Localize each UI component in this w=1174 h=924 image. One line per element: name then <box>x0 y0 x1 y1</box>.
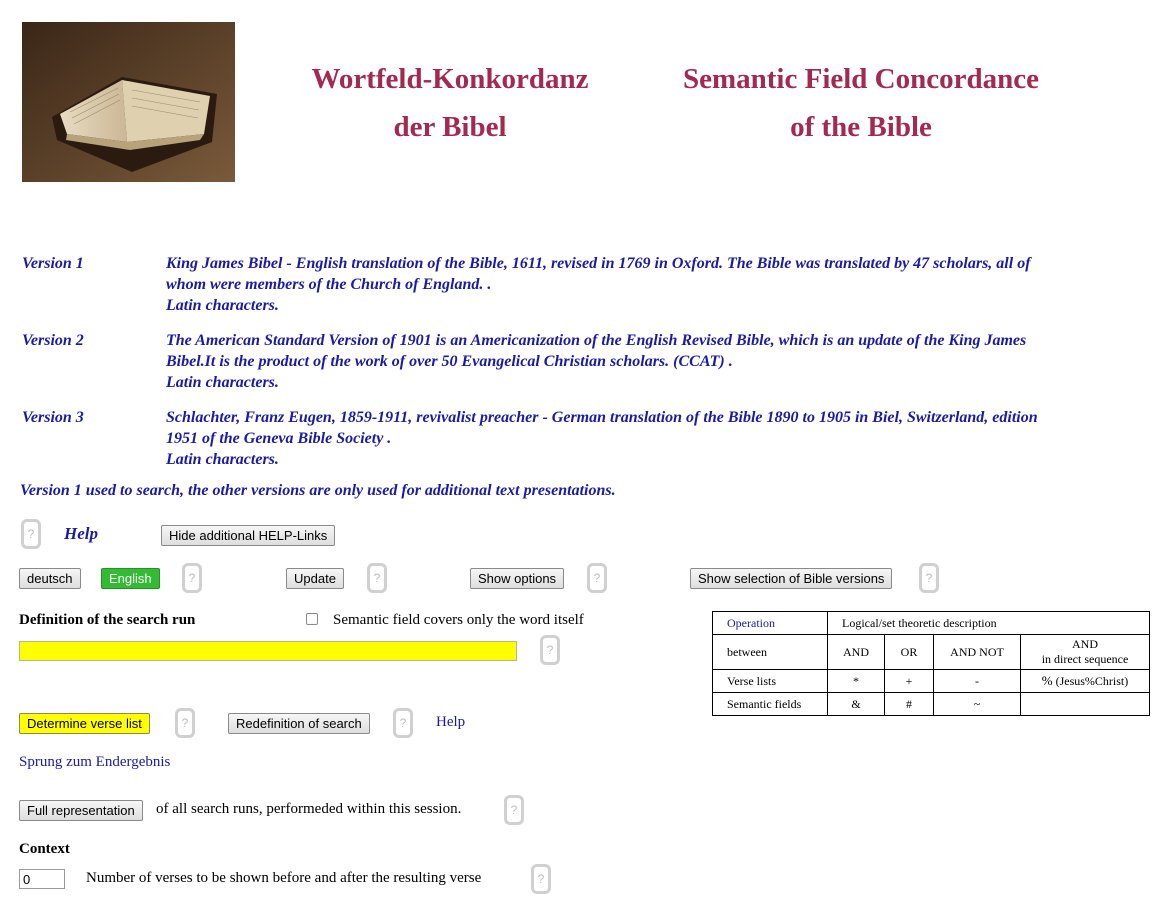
hide-help-links-button[interactable]: Hide additional HELP-Links <box>161 525 335 546</box>
open-bible-photo <box>22 22 235 182</box>
title-english-line2: of the Bible <box>790 111 932 143</box>
query-help-icon[interactable]: ? <box>540 635 560 665</box>
ops-row-verse-lists: Verse lists <box>713 670 828 693</box>
context-verses-input[interactable] <box>19 869 65 889</box>
version-3-line2: 1951 of the Geneva Bible Society . <box>166 430 392 447</box>
search-query-input[interactable] <box>19 641 517 661</box>
ops-col-and-not: AND NOT <box>934 635 1021 670</box>
full-representation-button[interactable]: Full representation <box>19 800 143 821</box>
version-3-line1: Schlachter, Franz Eugen, 1859-1911, revivalist preacher - German translation of the Bible 1890 to 1905 in Biel, Switzerland, edition <box>166 409 1038 426</box>
full-representation-text: of all search runs, performeded within this session. <box>156 801 462 817</box>
version-3-script: Latin characters. <box>166 451 279 468</box>
version-1-description <box>166 253 1156 316</box>
redefinition-button[interactable]: Redefinition of search <box>228 713 370 734</box>
version-2-line1: The American Standard Version of 1901 is an Americanization of the English Revised Bible, which is an update of the King James <box>166 332 1027 349</box>
show-versions-button[interactable]: Show selection of Bible versions <box>690 568 892 589</box>
ops-vl-seq-example: (Jesus%Christ) <box>1055 674 1129 688</box>
ops-header-description: Logical/set theoretic description <box>828 612 1150 635</box>
title-english <box>655 55 1067 151</box>
determine-verse-list-button[interactable]: Determine verse list <box>19 713 150 734</box>
version-3-label: Version 3 <box>22 409 84 426</box>
search-help-link[interactable]: Help <box>436 714 466 730</box>
word-only-checkbox[interactable] <box>306 613 318 625</box>
ops-sf-and: & <box>828 693 885 716</box>
ops-row-semantic-fields: Semantic fields <box>713 693 828 716</box>
ops-col-or: OR <box>885 635 934 670</box>
version-3-description <box>166 407 1156 470</box>
word-only-checkbox-label: Semantic field covers only the word itself <box>333 612 584 628</box>
ops-vl-not: - <box>934 670 1021 693</box>
version-2-label: Version 2 <box>22 332 84 349</box>
help-link[interactable]: Help <box>64 524 98 543</box>
ops-col-sequence-line1: AND <box>1072 637 1098 651</box>
version-1-script: Latin characters. <box>166 297 279 314</box>
update-help-icon[interactable]: ? <box>367 563 387 593</box>
update-button[interactable]: Update <box>286 568 344 589</box>
version-2-description <box>166 330 1156 393</box>
context-help-icon[interactable]: ? <box>531 864 551 894</box>
ops-header-operation: Operation <box>713 612 828 635</box>
ops-vl-or: + <box>885 670 934 693</box>
version-1-label: Version 1 <box>22 255 84 272</box>
table-row <box>713 635 1150 670</box>
context-description: Number of verses to be shown before and after the resulting verse <box>86 870 482 886</box>
title-german-line1: Wortfeld-Konkordanz <box>311 63 589 95</box>
ops-sf-not: ~ <box>934 693 1021 716</box>
help-question-icon[interactable]: ? <box>21 519 41 549</box>
title-german-line2: der Bibel <box>393 111 507 143</box>
table-row <box>713 670 1150 693</box>
ops-sf-sequence <box>1021 693 1150 716</box>
ops-vl-and: * <box>828 670 885 693</box>
operations-table <box>712 611 1150 716</box>
context-label: Context <box>19 841 70 857</box>
english-button[interactable]: English <box>101 568 160 589</box>
ops-col-sequence-line2: in direct sequence <box>1041 652 1129 666</box>
ops-vl-sequence <box>1021 670 1150 693</box>
redefinition-help-icon[interactable]: ? <box>393 708 413 738</box>
language-help-icon[interactable]: ? <box>182 563 202 593</box>
version-1-line1: King James Bibel - English translation of the Bible, 1611, revised in 1769 in Oxford. The Bible was translated by 47 scholars, all of <box>166 255 1031 272</box>
determine-help-icon[interactable]: ? <box>175 708 195 738</box>
ops-vl-seq-symbol: % <box>1041 673 1053 688</box>
version-1-line2: whom were members of the Church of England. . <box>166 276 492 293</box>
ops-col-and: AND <box>828 635 885 670</box>
table-row <box>713 693 1150 716</box>
ops-sf-or: # <box>885 693 934 716</box>
jump-to-result-link[interactable]: Sprung zum Endergebnis <box>19 754 171 770</box>
version-2-line2: Bibel.It is the product of the work of over 50 Evangelical Christian scholars. (CCAT) . <box>166 353 733 370</box>
show-options-button[interactable]: Show options <box>470 568 564 589</box>
versions-help-icon[interactable]: ? <box>919 563 939 593</box>
title-english-line1: Semantic Field Concordance <box>682 63 1039 95</box>
full-representation-help-icon[interactable]: ? <box>504 795 524 825</box>
table-row <box>713 612 1150 635</box>
search-version-note: Version 1 used to search, the other versions are only used for additional text presentations. <box>20 482 616 499</box>
title-german <box>290 55 610 151</box>
version-2-script: Latin characters. <box>166 374 279 391</box>
deutsch-button[interactable]: deutsch <box>19 568 81 589</box>
ops-row-between: between <box>713 635 828 670</box>
ops-col-sequence <box>1021 635 1150 670</box>
search-definition-label: Definition of the search run <box>19 612 196 628</box>
options-help-icon[interactable]: ? <box>587 563 607 593</box>
